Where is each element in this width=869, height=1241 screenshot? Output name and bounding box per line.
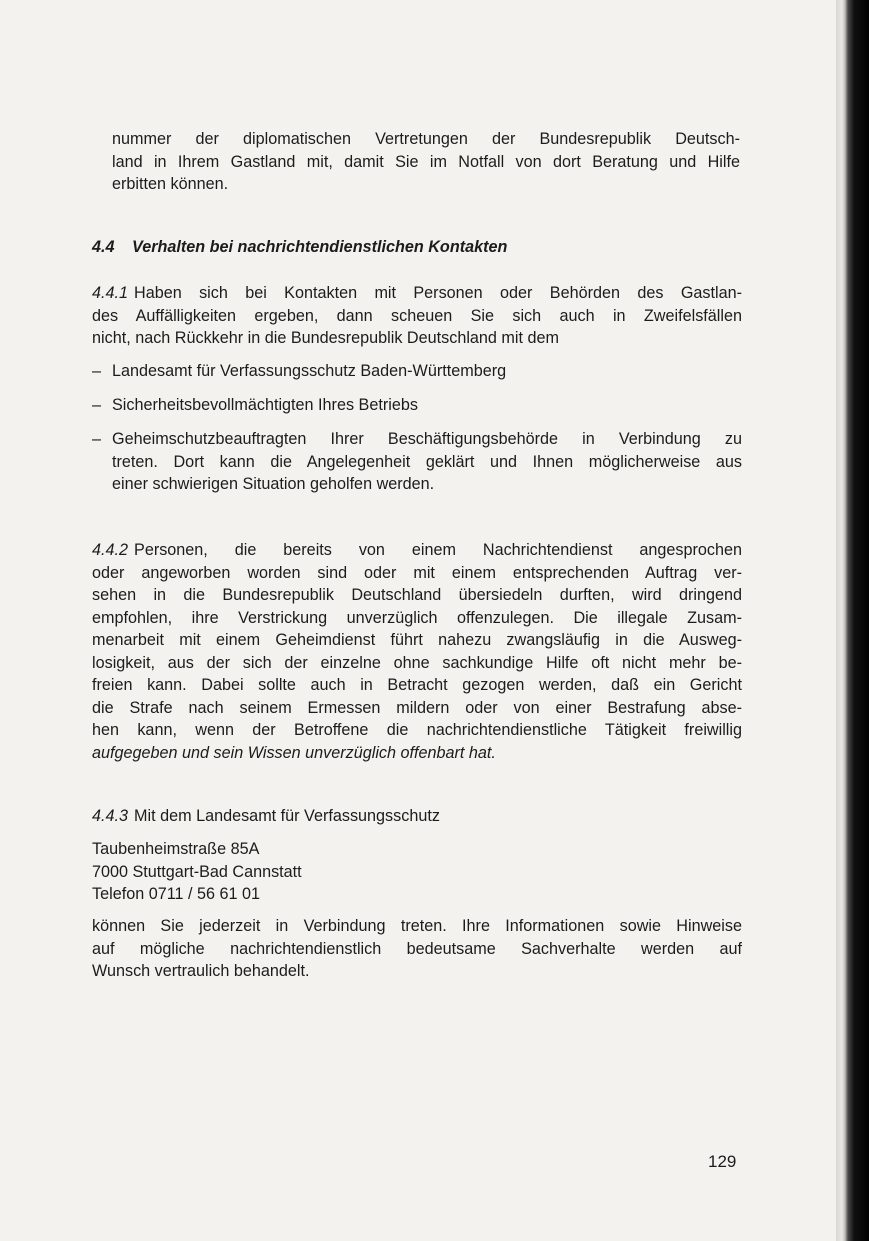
dash-bullet: – [92,430,102,448]
text-line: Wunsch vertraulich behandelt. [92,962,310,980]
text-line: empfohlen, ihre Verstrickung unverzüglich offenzulegen. Die illegale Zusam- [92,608,742,627]
text-line: treten. Dort kann die Angelegenheit geklärt und Ihnen möglicherweise aus [112,452,742,471]
text-line: einer schwierigen Situation geholfen werden. [112,475,435,493]
text-line: hen kann, wenn der Betroffene die nachrichtendienstliche Tätigkeit freiwillig [92,721,742,739]
text-line: 4.4.2 Personen, die bereits von einem Nachrichtendienst angesprochen [92,541,742,559]
dash-bullet: – [92,396,102,414]
list-item-text: Landesamt für Verfassungsschutz Baden-Württemberg [112,362,507,380]
section-title: Verhalten bei nachrichtendienstlichen Kontakten [132,238,508,256]
section-heading [92,236,742,259]
text-line: menarbeit mit einem Geheimdienst führt nahezu zwangsläufig in die Ausweg- [92,631,742,649]
book-spine-edge [836,0,869,1241]
text-line: des Auffälligkeiten ergeben, dann scheuen Sie sich auch in Zweifelsfällen [92,306,742,325]
text-line: land in Ihrem Gastland mit, damit Sie im Notfall von dort Beratung und Hilfe [112,152,740,171]
text-line: oder angeworben worden sind oder mit einem entsprechenden Auftrag ver- [92,563,742,582]
list-item-text [112,428,742,496]
text-line: erbitten können. [112,175,229,193]
dash-bullet: – [92,362,102,380]
paragraph-4-4-3-closing [92,915,742,983]
page-number: 129 [708,1152,737,1171]
paragraph-4-4-1 [92,282,742,350]
text-line: auf mögliche nachrichtendienstlich bedeutsame Sachverhalte werden auf [92,939,742,958]
list-item [92,428,742,498]
paragraph-4-4-3-lead [92,805,742,828]
text-line: nicht, nach Rückkehr in die Bundesrepublik Deutschland mit dem [92,329,559,347]
address-street: Taubenheimstraße 85A [92,840,260,858]
address-phone: Telefon 0711 / 56 61 01 [92,885,261,903]
text-line: aufgegeben und sein Wissen unverzüglich offenbart hat. [92,743,496,762]
text-line: nummer der diplomatischen Vertretungen der Bundesrepublik Deutsch- [112,130,740,148]
text-line: sehen in die Bundesrepublik Deutschland übersiedeln durften, wird dringend [92,586,742,604]
paragraph-4-4-2 [92,539,742,764]
address-block [92,838,742,906]
intro-paragraph [112,128,740,196]
subsection-number: 4.4.1 [92,284,129,302]
subsection-number: 4.4.3 [92,807,129,825]
list-item-text: Sicherheitsbevollmächtigten Ihres Betriebs [112,396,418,414]
text-line: freien kann. Dabei sollte auch in Betracht gezogen werden, daß ein Gericht [92,676,742,694]
text-line: 4.4.3 Mit dem Landesamt für Verfassungsschutz [92,807,440,825]
text-line: Geheimschutzbeauftragten Ihrer Beschäftigungsbehörde in Verbindung zu [112,430,742,448]
text-line: können Sie jederzeit in Verbindung treten. Ihre Informationen sowie Hinweise [92,917,742,935]
address-city: 7000 Stuttgart-Bad Cannstatt [92,862,302,881]
text-line: die Strafe nach seinem Ermessen mildern oder von einer Bestrafung abse- [92,698,742,717]
text-line: 4.4.1 Haben sich bei Kontakten mit Personen oder Behörden des Gastlan- [92,284,742,302]
section-number: 4.4 [92,238,115,256]
text-line: losigkeit, aus der sich der einzelne ohne sachkundige Hilfe oft nicht mehr be- [92,653,742,672]
subsection-number: 4.4.2 [92,541,129,559]
